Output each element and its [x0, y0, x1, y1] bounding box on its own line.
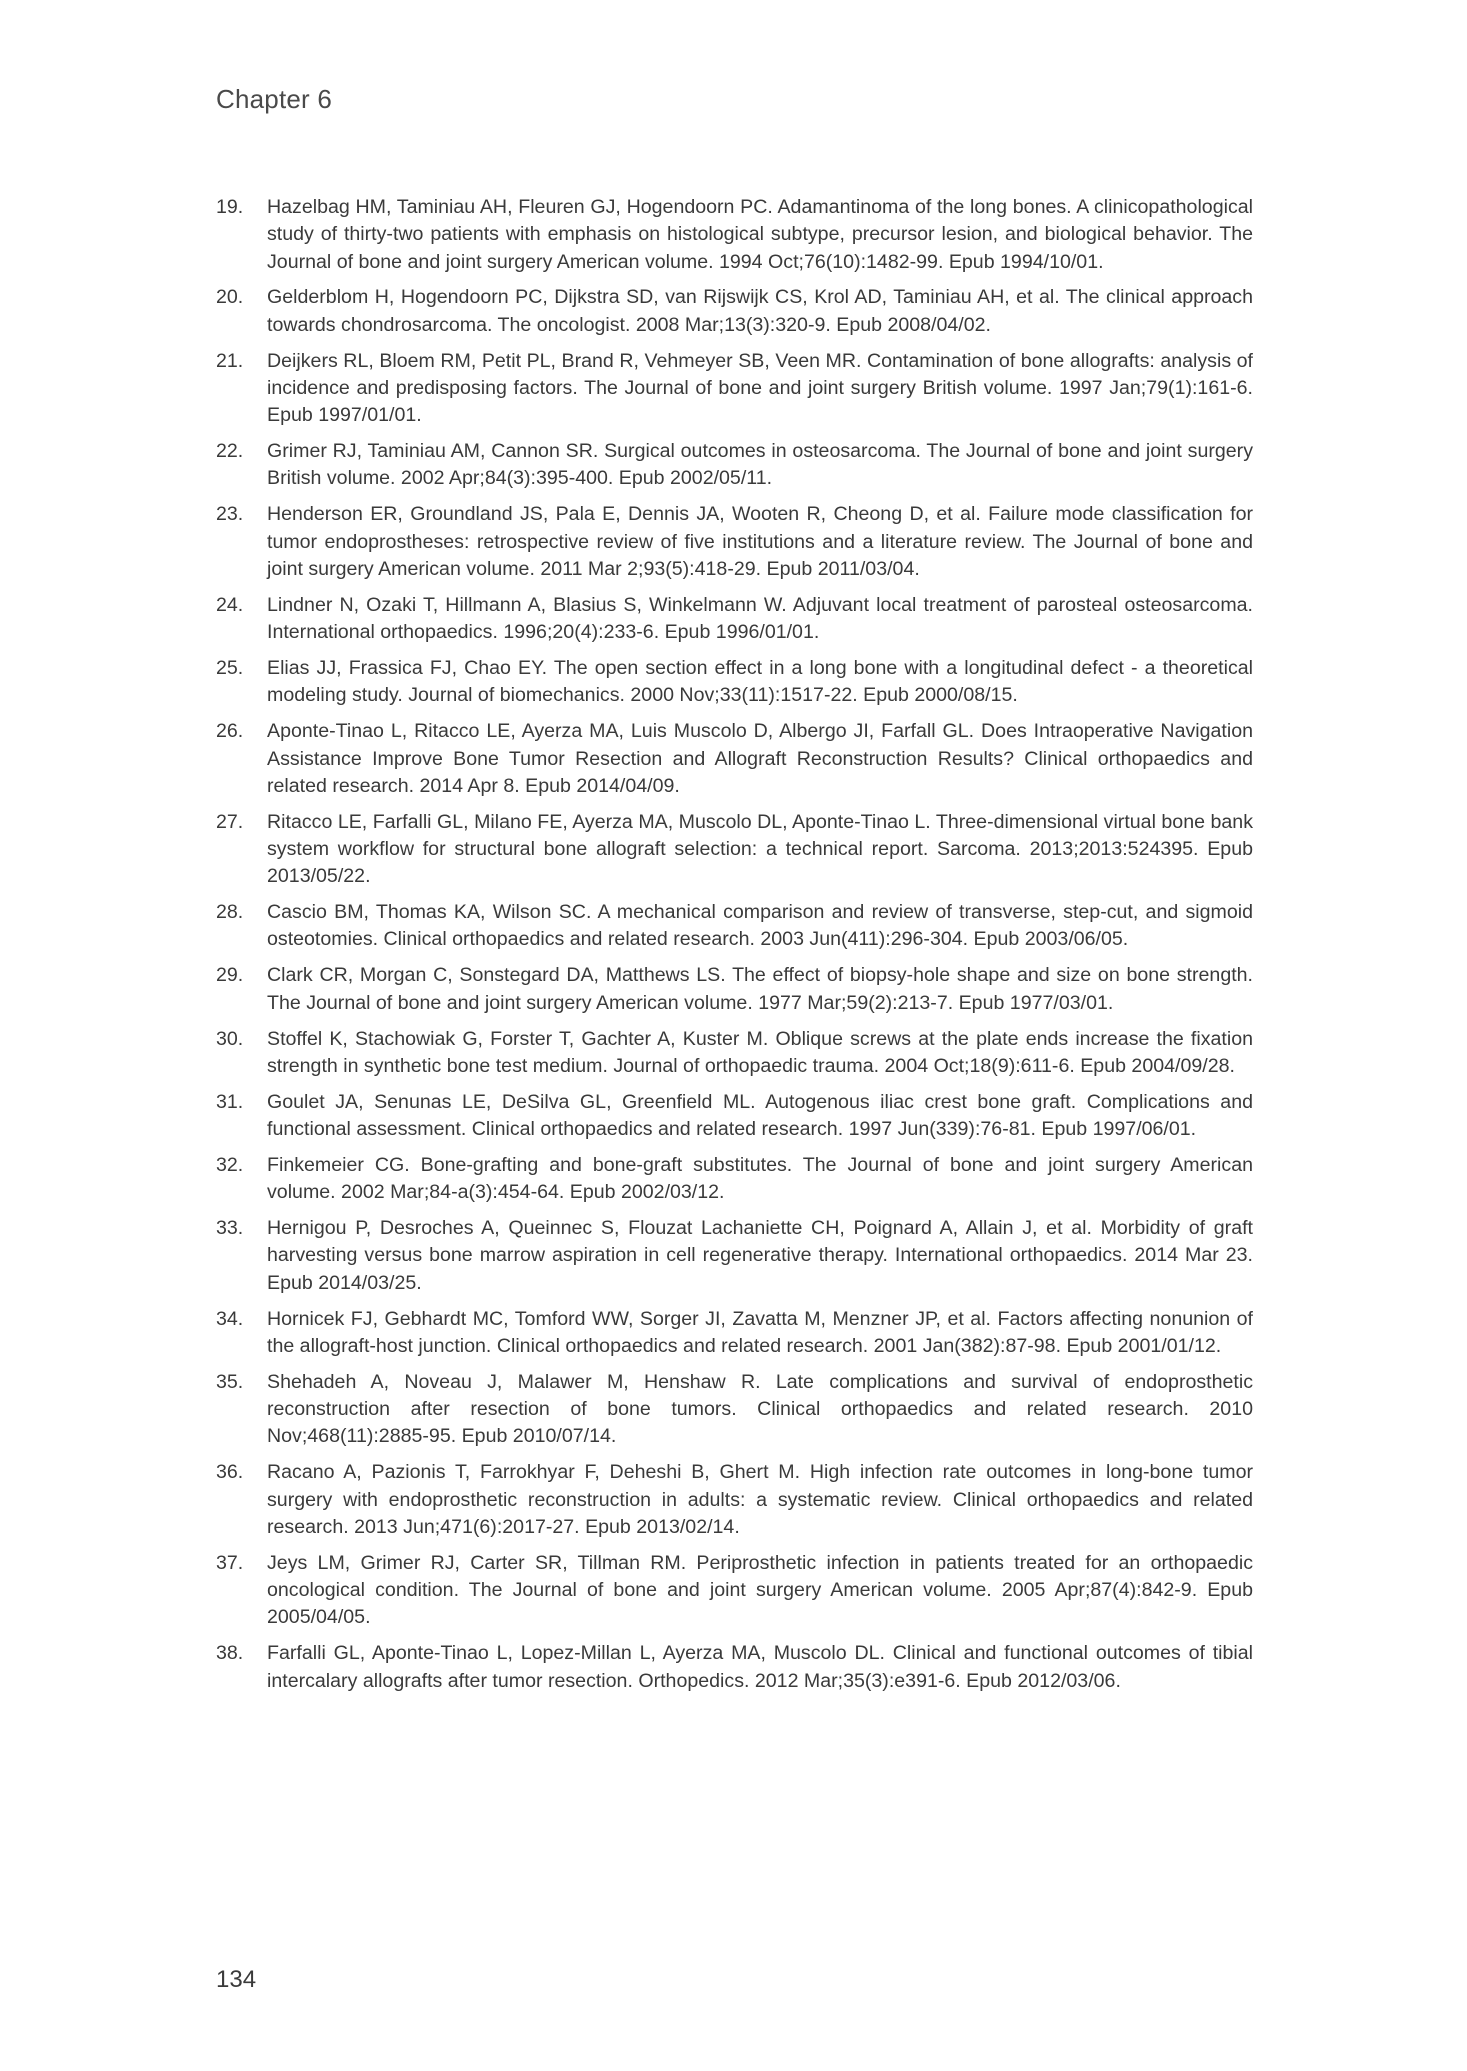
reference-text: Goulet JA, Senunas LE, DeSilva GL, Greenfield ML. Autogenous iliac crest bone graft. Complications and functional assessment. Clinical orthopaedics and related research. 1997 Jun(339):76-81. Epub 1997/06/01. — [267, 1090, 1253, 1141]
reference-text: Gelderblom H, Hogendoorn PC, Dijkstra SD, van Rijswijk CS, Krol AD, Taminiau AH, et al. The clinical approach towards chondrosarcoma. The oncologist. 2008 Mar;13(3):320-9. Epub 2008/04/02. — [267, 286, 1253, 336]
reference-number: 29. — [216, 964, 244, 987]
reference-item — [216, 655, 1253, 710]
reference-item — [216, 1306, 1253, 1361]
reference-number: 22. — [216, 440, 244, 463]
reference-item — [216, 1215, 1253, 1297]
reference-text: Cascio BM, Thomas KA, Wilson SC. A mechanical comparison and review of transverse, step-cut, and sigmoid osteotomies. Clinical orthopaedics and related research. 2003 Jun(411):296-304. Epub 2003/06/05. — [267, 901, 1253, 951]
reference-text: Hornicek FJ, Gebhardt MC, Tomford WW, Sorger JI, Zavatta M, Menzner JP, et al. Factors affecting nonunion of the allograft-host junction. Clinical orthopaedics and related research. 2001 Jan(382):87-98. Epub 2001/01/12. — [267, 1307, 1253, 1357]
chapter-header: Chapter 6 — [216, 84, 332, 114]
reference-number: 24. — [216, 593, 244, 616]
reference-item — [216, 1459, 1253, 1541]
reference-text: Shehadeh A, Noveau J, Malawer M, Henshaw R. Late complications and survival of endoprosthetic reconstruction after resection of bone tumors. Clinical orthopaedics and related research. 2010 Nov;468(11):2885-95. Epub 2010/07/14. — [267, 1370, 1253, 1448]
reference-number: 33. — [216, 1217, 244, 1240]
reference-item — [216, 1026, 1253, 1081]
reference-text: Lindner N, Ozaki T, Hillmann A, Blasius S, Winkelmann W. Adjuvant local treatment of parosteal osteosarcoma. International orthopaedics. 1996;20(4):233-6. Epub 1996/01/01. — [267, 593, 1253, 644]
reference-number: 23. — [216, 503, 244, 526]
reference-text: Stoffel K, Stachowiak G, Forster T, Gachter A, Kuster M. Oblique screws at the plate ends increase the fixation strength in synthetic bone test medium. Journal of orthopaedic trauma. 2004 Oct;18(9):611-6. Epub 2004/09/28. — [267, 1027, 1253, 1077]
page-number: 134 — [216, 1966, 257, 1993]
reference-item — [216, 718, 1253, 800]
reference-text: Hernigou P, Desroches A, Queinnec S, Flouzat Lachaniette CH, Poignard A, Allain J, et al. Morbidity of graft harvesting versus bone marrow aspiration in cell regenerative therapy. International orthopaedics. 2014 Mar 23. Epub 2014/03/25. — [267, 1217, 1253, 1294]
reference-text: Deijkers RL, Bloem RM, Petit PL, Brand R, Vehmeyer SB, Veen MR. Contamination of bone allografts: analysis of incidence and predisposing factors. The Journal of bone and joint surgery British volume. 1997 Jan;79(1):161-6. Epub 1997/01/01. — [267, 349, 1253, 427]
reference-item — [216, 962, 1253, 1017]
reference-text: Hazelbag HM, Taminiau AH, Fleuren GJ, Hogendoorn PC. Adamantinoma of the long bones. A clinicopathological study of thirty-two patients with emphasis on histological subtype, precursor lesion, and biological behavior. The Journal of bone and joint surgery American volume. 1994 Oct;76(10):1482-99. Epub 1994/10/01. — [267, 196, 1253, 273]
reference-number: 26. — [216, 720, 244, 743]
reference-item — [216, 348, 1253, 430]
reference-item — [216, 438, 1253, 493]
reference-item — [216, 1089, 1253, 1144]
reference-text: Clark CR, Morgan C, Sonstegard DA, Matthews LS. The effect of biopsy-hole shape and size on bone strength. The Journal of bone and joint surgery American volume. 1977 Mar;59(2):213-7. Epub 1977/03/01. — [267, 964, 1253, 1014]
reference-item — [216, 809, 1253, 891]
reference-text: Aponte-Tinao L, Ritacco LE, Ayerza MA, Luis Muscolo D, Albergo JI, Farfall GL. Does Intraoperative Navigation Assistance Improve Bone Tumor Resection and Allograft Reconstruction Results? Clinical orthopaedics and related research. 2014 Apr 8. Epub 2014/04/09. — [267, 720, 1253, 797]
reference-number: 34. — [216, 1307, 244, 1330]
reference-number: 19. — [216, 196, 244, 218]
reference-number: 36. — [216, 1461, 244, 1484]
reference-number: 20. — [216, 286, 244, 309]
reference-item — [216, 592, 1253, 647]
reference-number: 31. — [216, 1090, 244, 1113]
reference-item — [216, 194, 1253, 276]
reference-number: 30. — [216, 1027, 244, 1050]
reference-item — [216, 899, 1253, 954]
reference-number: 37. — [216, 1551, 244, 1574]
reference-item — [216, 1640, 1253, 1695]
reference-text: Farfalli GL, Aponte-Tinao L, Lopez-Millan L, Ayerza MA, Muscolo DL. Clinical and functional outcomes of tibial intercalary allografts after tumor resection. Orthopedics. 2012 Mar;35(3):e391-6. Epub 2012/03/06. — [267, 1642, 1253, 1692]
reference-number: 21. — [216, 349, 244, 372]
reference-number: 27. — [216, 810, 244, 833]
reference-text: Elias JJ, Frassica FJ, Chao EY. The open section effect in a long bone with a longitudinal defect - a theoretical modeling study. Journal of biomechanics. 2000 Nov;33(11):1517-22. Epub 2000/08/15. — [267, 657, 1253, 707]
reference-text: Finkemeier CG. Bone-grafting and bone-graft substitutes. The Journal of bone and joint surgery American volume. 2002 Mar;84-a(3):454-64. Epub 2002/03/12. — [267, 1153, 1253, 1204]
reference-item — [216, 501, 1253, 583]
reference-text: Ritacco LE, Farfalli GL, Milano FE, Ayerza MA, Muscolo DL, Aponte-Tinao L. Three-dimensional virtual bone bank system workflow for structural bone allograft selection: a technical report. Sarcoma. 2013;2013:524395. Epub 2013/05/22. — [267, 810, 1253, 888]
reference-item — [216, 284, 1253, 339]
reference-item — [216, 1369, 1253, 1451]
reference-number: 25. — [216, 657, 244, 680]
reference-number: 35. — [216, 1370, 244, 1393]
reference-number: 28. — [216, 901, 244, 924]
reference-text: Racano A, Pazionis T, Farrokhyar F, Deheshi B, Ghert M. High infection rate outcomes in long-bone tumor surgery with endoprosthetic reconstruction in adults: a systematic review. Clinical orthopaedics and related research. 2013 Jun;471(6):2017-27. Epub 2013/02/14. — [267, 1461, 1253, 1538]
reference-item — [216, 1550, 1253, 1632]
reference-number: 32. — [216, 1153, 244, 1176]
reference-item — [216, 1152, 1253, 1207]
reference-text: Grimer RJ, Taminiau AM, Cannon SR. Surgical outcomes in osteosarcoma. The Journal of bone and joint surgery British volume. 2002 Apr;84(3):395-400. Epub 2002/05/11. — [267, 440, 1253, 490]
reference-list — [216, 194, 1253, 1703]
reference-text: Jeys LM, Grimer RJ, Carter SR, Tillman RM. Periprosthetic infection in patients treated for an orthopaedic oncological condition. The Journal of bone and joint surgery American volume. 2005 Apr;87(4):842-9. Epub 2005/04/05. — [267, 1551, 1253, 1629]
reference-number: 38. — [216, 1642, 244, 1665]
reference-text: Henderson ER, Groundland JS, Pala E, Dennis JA, Wooten R, Cheong D, et al. Failure mode classification for tumor endoprostheses: retrospective review of five institutions and a literature review. The Journal of bone and joint surgery American volume. 2011 Mar 2;93(5):418-29. Epub 2011/03/04. — [267, 503, 1253, 580]
